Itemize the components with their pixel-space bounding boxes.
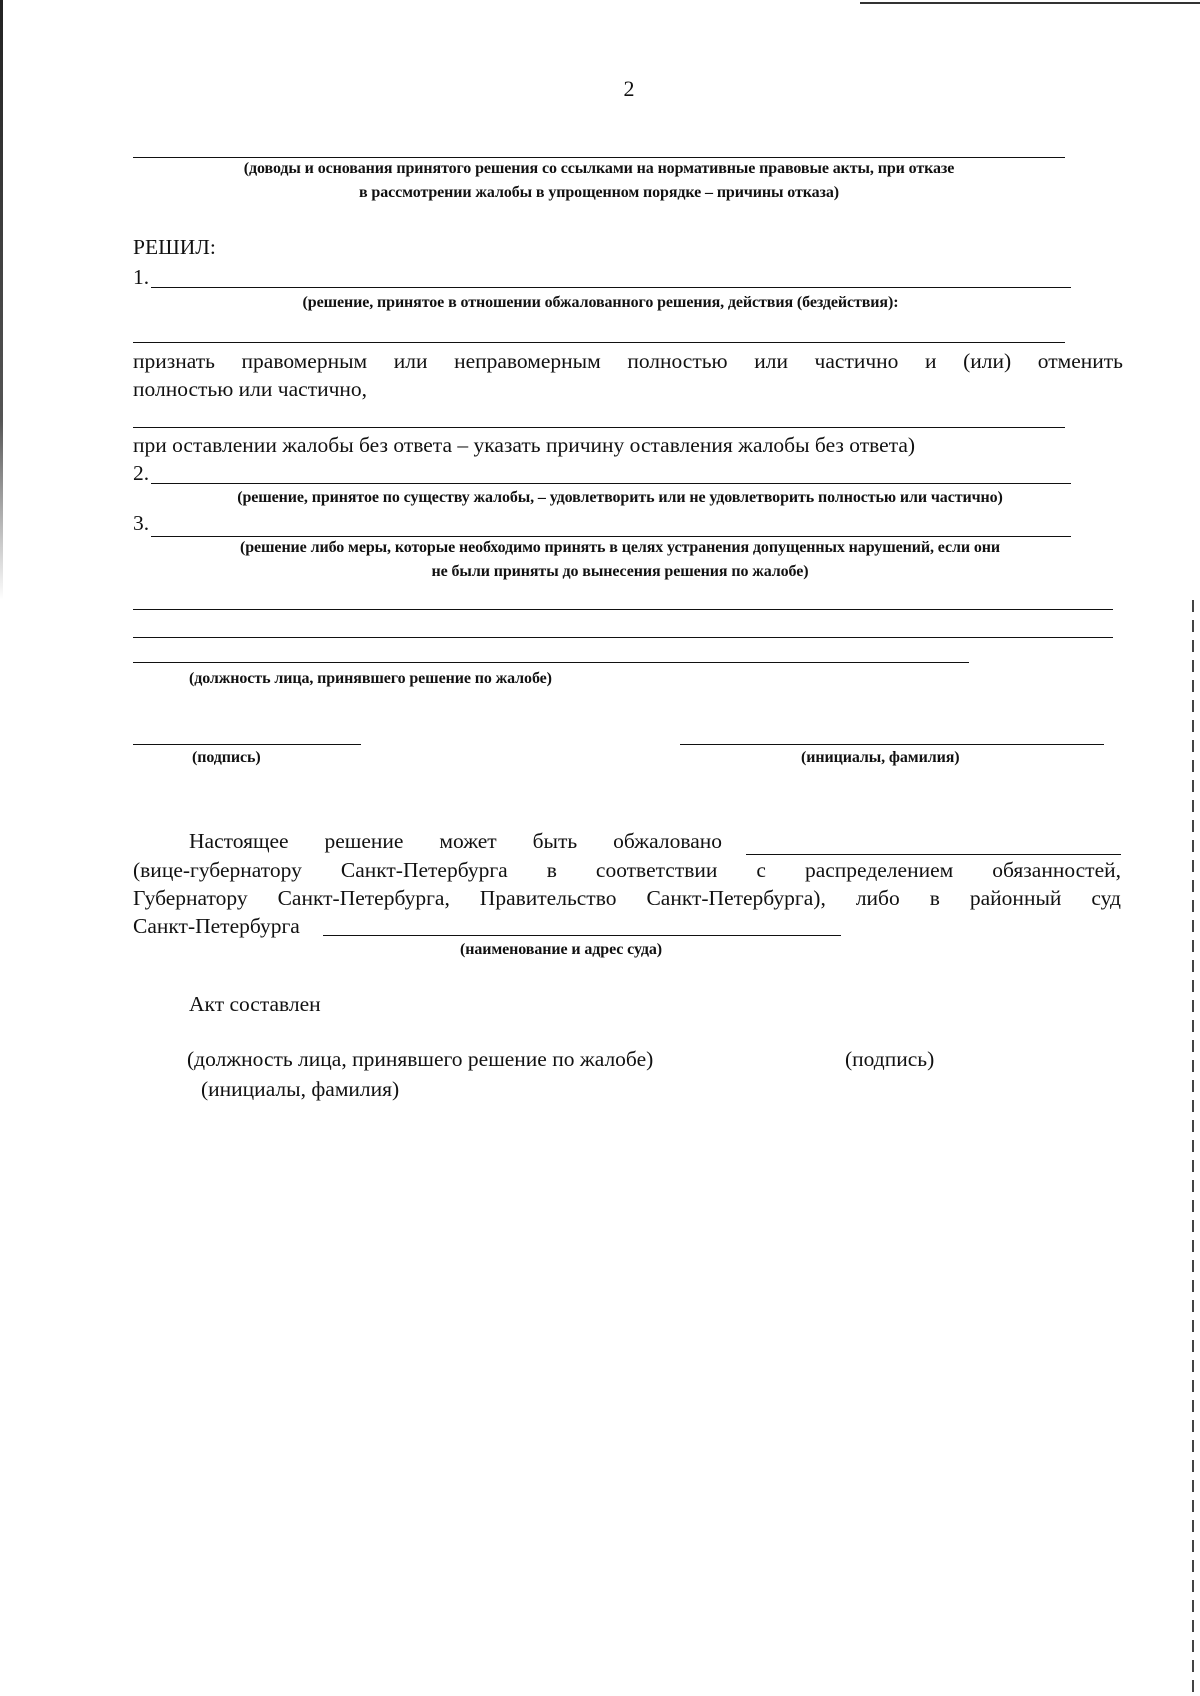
signature-fill-line xyxy=(133,744,361,745)
reasons-fill-line xyxy=(133,157,1065,158)
recognize-line2: полностью или частично, xyxy=(133,377,368,401)
reasons-caption-line2: в рассмотрении жалобы в упрощенном порядке – причины отказа) xyxy=(358,184,839,201)
no-answer-text: при оставлении жалобы без ответа – указать причину оставления жалобы без ответа) xyxy=(133,433,916,457)
blank-line-2 xyxy=(133,637,1113,638)
item1-caption: (решение, принятое в отношении обжалованного решения, действия (бездействия): xyxy=(302,294,899,311)
appeal-line1: Настоящее решение может быть обжаловано xyxy=(189,829,722,853)
item2-caption: (решение, принятое по существу жалобы, – удовлетворить или не удовлетворить полностью или частично) xyxy=(237,489,1003,506)
signature-caption: (подпись) xyxy=(192,749,261,766)
item1-third-line xyxy=(133,427,1065,428)
court-caption: (наименование и адрес суда) xyxy=(460,941,662,958)
initials-caption: (инициалы, фамилия) xyxy=(801,749,960,766)
footer-initials: (инициалы, фамилия) xyxy=(201,1077,400,1101)
item3-number: 3. xyxy=(133,511,150,535)
item2-number: 2. xyxy=(133,461,150,485)
item1-number: 1. xyxy=(133,265,150,289)
scan-artifact-top xyxy=(860,2,1200,4)
blank-line-1 xyxy=(133,609,1113,610)
appeal-line3: Губернатору Санкт-Петербурга, Правительство Санкт-Петербурга), либо в районный суд xyxy=(133,886,1121,910)
act-drawn: Акт составлен xyxy=(189,992,321,1016)
item2-fill-line xyxy=(151,483,1071,484)
footer-signature: (подпись) xyxy=(845,1047,935,1071)
position-caption: (должность лица, принявшего решение по жалобе) xyxy=(189,670,552,687)
item1-second-line xyxy=(133,342,1065,343)
appeal-fill-line xyxy=(746,854,1121,855)
item1-fill-line xyxy=(151,287,1071,288)
initials-fill-line xyxy=(680,744,1104,745)
reasons-caption-line1: (доводы и основания принятого решения со ссылками на нормативные правовые акты, при отказе xyxy=(243,160,955,177)
appeal-line4: Санкт-Петербурга xyxy=(133,914,300,938)
footer-position: (должность лица, принявшего решение по жалобе) xyxy=(187,1047,654,1071)
scan-artifact-right-edge xyxy=(1192,600,1194,1696)
position-fill-line xyxy=(133,662,969,663)
page-number: 2 xyxy=(623,76,635,101)
scan-artifact-left-edge xyxy=(0,0,3,600)
appeal-line2: (вице-губернатору Санкт-Петербурга в соответствии с распределением обязанностей, xyxy=(133,858,1121,882)
item3-caption-line1: (решение либо меры, которые необходимо принять в целях устранения допущенных нарушений, если они xyxy=(240,539,1000,556)
item3-fill-line xyxy=(151,536,1071,537)
recognize-line1: признать правомерным или неправомерным полностью или частично и (или) отменить xyxy=(133,349,1123,373)
court-fill-line xyxy=(323,935,841,936)
resolved-heading: РЕШИЛ: xyxy=(133,235,216,259)
item3-caption-line2: не были приняты до вынесения решения по жалобе) xyxy=(431,563,809,580)
